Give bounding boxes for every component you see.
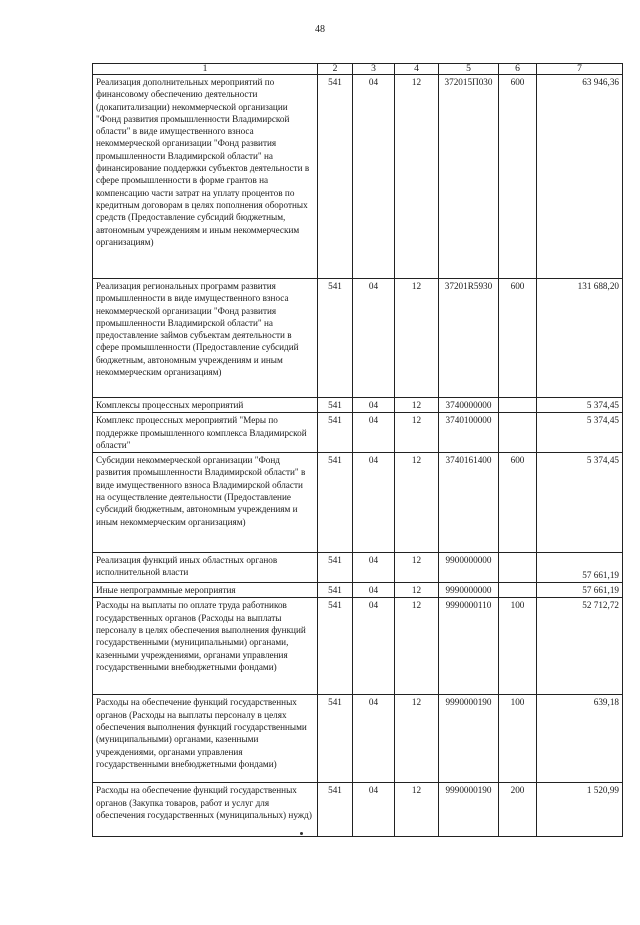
row-code: 541 <box>318 598 353 695</box>
table-row <box>93 453 623 553</box>
row-code: 541 <box>318 553 353 583</box>
row-subsection: 12 <box>395 75 439 279</box>
table-header-row <box>93 64 623 75</box>
header-cell: 4 <box>395 64 439 75</box>
row-section: 04 <box>353 583 395 598</box>
row-amount: 57 661,19 <box>537 553 623 583</box>
row-name: Расходы на обеспечение функций государственных органов (Закупка товаров, работ и услуг для обеспечения государственных (муниципальных) нужд) <box>93 783 318 837</box>
row-name: Комплексы процессных мероприятий <box>93 398 318 413</box>
header-cell: 1 <box>93 64 318 75</box>
row-section: 04 <box>353 695 395 783</box>
row-target-article: 9900000000 <box>439 553 499 583</box>
row-code: 541 <box>318 695 353 783</box>
row-section: 04 <box>353 279 395 398</box>
row-amount: 1 520,99 <box>537 783 623 837</box>
row-section: 04 <box>353 553 395 583</box>
row-code: 541 <box>318 413 353 453</box>
row-code: 541 <box>318 279 353 398</box>
row-target-article: 9990000190 <box>439 783 499 837</box>
row-target-article: 372015П030 <box>439 75 499 279</box>
row-subsection: 12 <box>395 598 439 695</box>
row-name: Комплекс процессных мероприятий "Меры по поддержке промышленного комплекса Владимирской области" <box>93 413 318 453</box>
row-target-article: 9990000000 <box>439 583 499 598</box>
header-cell: 2 <box>318 64 353 75</box>
header-cell: 5 <box>439 64 499 75</box>
row-subsection: 12 <box>395 553 439 583</box>
row-subsection: 12 <box>395 583 439 598</box>
header-cell: 6 <box>499 64 537 75</box>
page-number: 48 <box>315 24 325 35</box>
row-expense-type: 100 <box>499 598 537 695</box>
header-cell: 3 <box>353 64 395 75</box>
row-amount: 5 374,45 <box>537 413 623 453</box>
row-target-article: 9990000190 <box>439 695 499 783</box>
table-row <box>93 598 623 695</box>
row-target-article: 9990000110 <box>439 598 499 695</box>
row-section: 04 <box>353 598 395 695</box>
row-amount: 5 374,45 <box>537 453 623 553</box>
row-expense-type <box>499 553 537 583</box>
row-expense-type: 600 <box>499 279 537 398</box>
budget-table <box>92 63 623 837</box>
row-code: 541 <box>318 398 353 413</box>
row-amount: 63 946,36 <box>537 75 623 279</box>
row-expense-type: 200 <box>499 783 537 837</box>
row-expense-type: 600 <box>499 75 537 279</box>
row-section: 04 <box>353 453 395 553</box>
row-code: 541 <box>318 783 353 837</box>
row-subsection: 12 <box>395 413 439 453</box>
row-amount: 639,18 <box>537 695 623 783</box>
row-subsection: 12 <box>395 398 439 413</box>
row-name: Субсидии некоммерческой организации "Фонд развития промышленности Владимирской области" в виде имущественного взноса Владимирской области на осуществление деятельности (Предоставление субсидий бюджетным, автономным учреждениям и иным некоммерческим организациям) <box>93 453 318 553</box>
row-section: 04 <box>353 75 395 279</box>
table-row <box>93 695 623 783</box>
row-code: 541 <box>318 583 353 598</box>
row-subsection: 12 <box>395 453 439 553</box>
row-code: 541 <box>318 453 353 553</box>
row-section: 04 <box>353 413 395 453</box>
row-subsection: 12 <box>395 783 439 837</box>
table-row <box>93 553 623 583</box>
row-subsection: 12 <box>395 695 439 783</box>
table-row <box>93 583 623 598</box>
header-cell: 7 <box>537 64 623 75</box>
row-name: Иные непрограммные мероприятия <box>93 583 318 598</box>
row-amount: 52 712,72 <box>537 598 623 695</box>
row-amount: 131 688,20 <box>537 279 623 398</box>
table-row <box>93 413 623 453</box>
row-target-article: 3740161400 <box>439 453 499 553</box>
row-expense-type <box>499 413 537 453</box>
row-section: 04 <box>353 398 395 413</box>
row-subsection: 12 <box>395 279 439 398</box>
row-target-article: 37201R5930 <box>439 279 499 398</box>
row-name: Реализация дополнительных мероприятий по финансовому обеспечению деятельности (докапитализации) некоммерческой организации "Фонд развития промышленности Владимирской области" в виде имущественного взноса некоммерческой организации "Фонд развития промышленности Владимирской области" на финансирование поддержки субъектов деятельности в сфере промышленности в форме грантов на компенсацию части затрат на уплату процентов по кредитным договорам в целях пополнения оборотных средств (Предоставление субсидий бюджетным, автономным учреждениям и иным некоммерческим организациям) <box>93 75 318 279</box>
table-row <box>93 783 623 837</box>
table-row <box>93 398 623 413</box>
row-code: 541 <box>318 75 353 279</box>
row-name: Расходы на выплаты по оплате труда работников государственных органов (Расходы на выплаты персоналу в целях обеспечения выполнения функций государственными (муниципальными) органами, казенными учреждениями, органами управления государственными внебюджетными фондами) <box>93 598 318 695</box>
table-row <box>93 75 623 279</box>
row-amount: 57 661,19 <box>537 583 623 598</box>
row-target-article: 3740100000 <box>439 413 499 453</box>
row-expense-type <box>499 398 537 413</box>
row-target-article: 3740000000 <box>439 398 499 413</box>
row-expense-type: 100 <box>499 695 537 783</box>
row-expense-type <box>499 583 537 598</box>
row-name: Расходы на обеспечение функций государственных органов (Расходы на выплаты персоналу в целях обеспечения выполнения функций государственными (муниципальными) органами, казенными учреждениями, органами управления государственными внебюджетными фондами) <box>93 695 318 783</box>
table-row <box>93 279 623 398</box>
row-name: Реализация функций иных областных органов исполнительной власти <box>93 553 318 583</box>
stray-mark <box>300 832 303 835</box>
row-section: 04 <box>353 783 395 837</box>
row-name: Реализация региональных программ развития промышленности в виде имущественного взноса некоммерческой организации "Фонд развития промышленности Владимирской области" на предоставление займов субъектам деятельности в сфере промышленности (Предоставление субсидий бюджетным, автономным учреждениям и иным некоммерческим организациям) <box>93 279 318 398</box>
row-expense-type: 600 <box>499 453 537 553</box>
row-amount: 5 374,45 <box>537 398 623 413</box>
